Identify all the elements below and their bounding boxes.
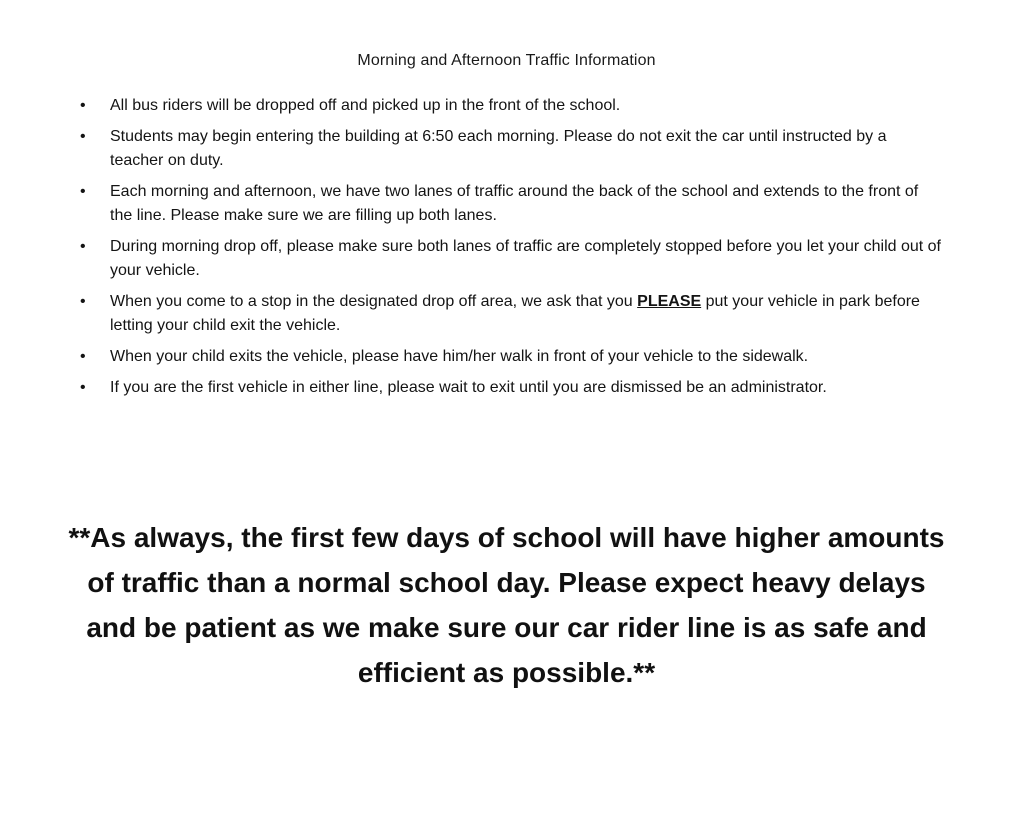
list-item — [72, 235, 942, 283]
list-item — [72, 376, 942, 400]
list-item-text — [110, 293, 920, 334]
list-item-text-before: When you come to a stop in the designated drop off area, we ask that you — [110, 293, 638, 310]
list-item-text: Each morning and afternoon, we have two lanes of traffic around the back of the school and extends to the front of the line. Please make sure we are filling up both lanes. — [110, 183, 919, 224]
bullet-icon: • — [80, 379, 86, 396]
list-item — [72, 125, 942, 173]
list-item-text: If you are the first vehicle in either line, please wait to exit until you are dismissed be an administrator. — [110, 379, 827, 396]
list-item-text: During morning drop off, please make sure both lanes of traffic are completely stopped before you let your child out of your vehicle. — [110, 238, 941, 279]
bullet-icon: • — [80, 97, 86, 114]
bullet-icon: • — [80, 293, 86, 310]
list-item-text-after: put your vehicle in park before letting your child exit the vehicle. — [110, 293, 920, 334]
bullet-icon: • — [80, 128, 86, 145]
list-item-text: Students may begin entering the building at 6:50 each morning. Please do not exit the car until instructed by a teacher on duty. — [110, 128, 887, 169]
document-title: Morning and Afternoon Traffic Information — [357, 52, 656, 69]
bullet-icon: • — [80, 238, 86, 255]
list-item — [72, 290, 942, 338]
bullet-icon: • — [80, 348, 86, 365]
please-emphasis: PLEASE — [637, 293, 702, 310]
traffic-rules-list — [72, 94, 942, 407]
bullet-icon: • — [80, 183, 86, 200]
list-item — [72, 94, 942, 118]
list-item — [72, 345, 942, 369]
list-item-text: All bus riders will be dropped off and picked up in the front of the school. — [110, 97, 621, 114]
list-item — [72, 180, 942, 228]
list-item-text: When your child exits the vehicle, please have him/her walk in front of your vehicle to the sidewalk. — [110, 348, 809, 365]
traffic-notice: **As always, the first few days of school will have higher amounts of traffic than a normal school day. Please expect heavy delays and be patient as we make sure our car rider line is as safe and efficient as possible.** — [68, 522, 945, 688]
